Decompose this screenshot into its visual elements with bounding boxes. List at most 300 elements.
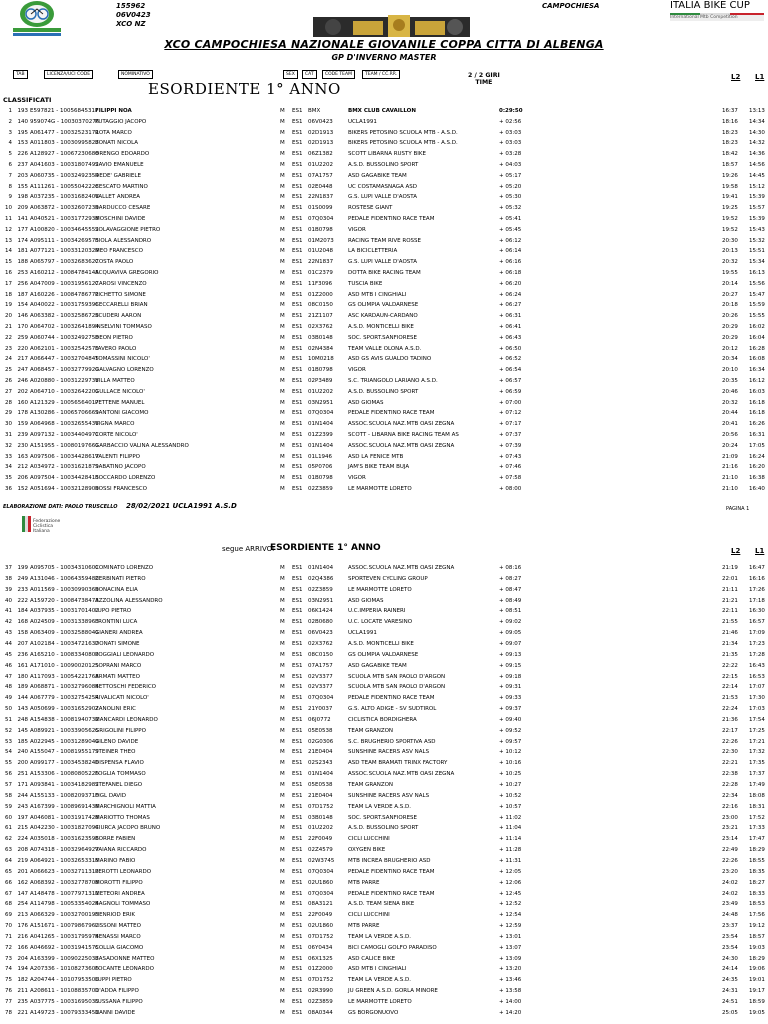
result-row	[0, 726, 768, 736]
position: 35	[5, 475, 12, 482]
rider-name: HENRIOD ERIK	[95, 912, 136, 919]
bib-number: 182	[17, 977, 28, 984]
lap2-time: 19:25	[722, 205, 738, 212]
team-name: A.S.D. BUSSOLINO SPORT	[348, 162, 419, 168]
license: A148478 - 10077971311	[30, 890, 99, 897]
lap2-time: 21:46	[722, 630, 738, 637]
position: 54	[5, 749, 12, 756]
team-name: ASD CALICE BIKE	[348, 955, 396, 962]
team-name: SUNSHINE RACERS ASV NALS	[348, 749, 430, 756]
bib-number: 254	[17, 901, 28, 908]
gap-time: + 09:52	[499, 727, 522, 734]
team-code: 02G0306	[308, 738, 334, 745]
team-name: VIGOR	[348, 367, 366, 374]
team-name: RACING TEAM RIVE ROSSE	[348, 237, 421, 244]
gap-time: + 07:37	[499, 432, 522, 438]
team-code: 06Z1382	[308, 151, 333, 158]
position: 24	[5, 356, 12, 363]
lap1-time: 19:17	[749, 988, 765, 995]
position: 63	[5, 847, 12, 854]
race-title: XCO CAMPOCHIESA NAZIONALE GIOVANILE COPPA CITTA DI ALBENGA	[164, 38, 604, 51]
result-row	[0, 398, 768, 408]
category: ES1	[292, 356, 303, 363]
lap2-time: 21:55	[722, 619, 738, 626]
team-code: 02Z3859	[308, 999, 333, 1005]
lap1-time: 18:59	[749, 999, 765, 1005]
team-name: ROSTESE GIANT	[348, 205, 393, 212]
team-code: 06J0772	[308, 716, 331, 723]
team-name: ASD GS AVIS GUALDO TADINO	[348, 356, 432, 363]
team-code: 02W3745	[308, 857, 335, 864]
category: ES1	[292, 226, 303, 233]
lap2-time: 22:01	[722, 575, 738, 582]
category: ES1	[292, 944, 303, 951]
gap-time: + 03:03	[499, 140, 522, 147]
category: ES1	[292, 760, 303, 767]
license: A068457 - 10032779920	[30, 367, 99, 374]
team-code: 03B0148	[308, 334, 333, 341]
team-code: 08A3121	[308, 901, 333, 908]
team-name: G.S. ALTO ADIGE - SV SUDTIROL	[348, 706, 437, 713]
category: ES1	[292, 901, 303, 908]
rider-name: MOSCHINI DAVIDE	[95, 216, 146, 222]
lap2-time: 19:58	[722, 183, 738, 190]
position: 39	[5, 586, 12, 593]
position: 75	[5, 977, 12, 984]
team-name: OXYGEN BIKE	[348, 847, 386, 854]
team-name: ASSOC.SCUOLA NAZ.MTB OASI ZEGNA	[348, 771, 455, 778]
sex: M	[280, 760, 285, 767]
lap1-time: 16:47	[749, 565, 765, 571]
sex: M	[280, 565, 285, 571]
gap-time: + 05:45	[499, 226, 522, 233]
category: ES1	[292, 836, 303, 843]
sex: M	[280, 226, 285, 233]
bib-number: 141	[17, 216, 28, 222]
lap1-time: 19:01	[749, 977, 765, 984]
fci-logo	[21, 515, 65, 541]
team-code: 02Z3859	[308, 486, 333, 492]
result-row	[0, 780, 768, 790]
team-code: 02Q4386	[308, 575, 334, 582]
lap2-time: 20:29	[722, 324, 738, 330]
lap1-time: 15:47	[749, 291, 765, 298]
lap1-time: 15:34	[749, 259, 765, 266]
team-name: JU GREEN A.S.D. GORLA MINORE	[348, 988, 438, 995]
lap2-time: 18:23	[722, 129, 738, 136]
category: ES1	[292, 388, 303, 395]
sex: M	[280, 442, 285, 449]
bib-number: 233	[17, 586, 28, 593]
category: ES1	[292, 565, 303, 571]
team-name: SCOTT - LIBARNA BIKE RACING TEAM AS	[348, 432, 459, 438]
team-code: 21E0404	[308, 792, 333, 799]
sex: M	[280, 334, 285, 341]
category: ES1	[292, 118, 303, 125]
result-row	[0, 354, 768, 364]
license: A207336 - 10108273606	[30, 966, 99, 973]
bib-number: 239	[17, 432, 28, 438]
position: 52	[5, 727, 12, 734]
gap-time: + 12:06	[499, 879, 522, 886]
gap-time: + 13:09	[499, 955, 522, 962]
position: 29	[5, 410, 12, 417]
result-row	[0, 932, 768, 942]
lap1-time: 19:03	[749, 944, 765, 951]
category: ES1	[292, 933, 303, 940]
category: ES1	[292, 825, 303, 832]
sex: M	[280, 302, 285, 309]
sex: M	[280, 847, 285, 854]
license: A093841 - 10034182982	[30, 782, 99, 788]
team-code: 07Q0304	[308, 868, 334, 875]
position: 6	[8, 162, 12, 168]
gap-time: + 06:54	[499, 367, 522, 374]
license: A128927 - 10067230688	[30, 151, 99, 158]
lap2-time: 24:35	[722, 977, 738, 984]
bib-number: 203	[17, 172, 28, 179]
team-name: CICLI LUCCHINI	[348, 836, 390, 843]
bib-number: 140	[17, 118, 28, 125]
rider-name: VALLET ANDREA	[95, 194, 141, 201]
rider-name: PETTENE MANUEL	[95, 399, 145, 406]
result-row	[0, 192, 768, 202]
bib-number: 159	[17, 421, 28, 428]
gap-time: + 06:20	[499, 280, 522, 287]
position: 4	[8, 140, 12, 147]
category: ES1	[292, 868, 303, 875]
rider-name: DONATI SIMONE	[95, 640, 140, 647]
team-code: BMX	[308, 108, 321, 114]
license: A102184 - 10034721637	[30, 640, 99, 647]
lap2-time: 20:14	[722, 280, 738, 287]
gap-time: + 13:20	[499, 966, 522, 973]
lap1-time: 18:35	[749, 868, 765, 875]
rider-name: ACQUAVIVA GREGORIO	[95, 270, 159, 276]
lap2-time: 20:30	[722, 237, 738, 244]
license: A046692 - 10031941575	[30, 944, 99, 951]
sex: M	[280, 486, 285, 492]
category: ES1	[292, 486, 303, 492]
sex: M	[280, 205, 285, 212]
team-code: 01S0099	[308, 205, 333, 212]
position: 71	[5, 933, 12, 940]
sex: M	[280, 782, 285, 788]
bib-number: 160	[17, 399, 28, 406]
team-name: TEAM GRANZON	[348, 727, 394, 734]
lap2-time: 19:26	[722, 172, 738, 179]
team-name: ASD MTB I CINGHIALI	[348, 966, 407, 973]
category: ES1	[292, 608, 303, 615]
position: 66	[5, 879, 12, 886]
bib-number: 171	[17, 782, 28, 788]
col-sex: SEX	[283, 70, 298, 79]
team-name: MTB PARRE	[348, 923, 380, 930]
lap1-time: 16:40	[749, 486, 765, 492]
gap-time: + 08:47	[499, 586, 522, 593]
team-name: S.C. BRUGHERIO SPORTIVA ASD	[348, 738, 436, 745]
result-row	[0, 715, 768, 725]
team-name: ASD GAGABIKE TEAM	[348, 662, 407, 669]
license: A040521 - 10031772938	[30, 216, 99, 222]
bib-number: 162	[17, 879, 28, 886]
license: A011803 - 10030995827	[30, 140, 99, 147]
rider-name: BOSSI FRANCESCO	[95, 486, 147, 492]
sex: M	[280, 619, 285, 626]
team-name: JAM'S BIKE TEAM BUJA	[348, 464, 410, 471]
lap2-time: 21:10	[722, 486, 738, 492]
result-row	[0, 311, 768, 321]
result-row	[0, 408, 768, 418]
sex: M	[280, 388, 285, 395]
category: ES1	[292, 183, 303, 190]
category: ES1	[292, 270, 303, 276]
team-code: 01U2202	[308, 388, 334, 395]
category: ES1	[292, 988, 303, 995]
trophy-banner-image	[313, 13, 470, 37]
bib-number: 152	[17, 486, 28, 492]
lap2-time: 22:16	[722, 803, 738, 810]
lap2-time: 21:09	[722, 453, 738, 460]
lap1-time: 18:53	[749, 901, 765, 908]
lap1-time: 15:43	[749, 226, 765, 233]
team-code: 06V0423	[308, 630, 333, 637]
lap2-time: 22:49	[722, 847, 738, 854]
license: A063382 - 10032586728	[30, 313, 99, 320]
gap-time: + 05:41	[499, 216, 522, 222]
rider-name: ARMATI MATTEO	[95, 673, 140, 680]
bib-number: 209	[17, 205, 28, 212]
license: A064968 - 10032655436	[30, 421, 99, 428]
bib-number: 259	[17, 334, 28, 341]
category: ES1	[292, 966, 303, 973]
position: 34	[5, 464, 12, 471]
license: A121329 - 10056564017	[30, 399, 99, 406]
team-name: PEDALE FIDENTINO RACE TEAM	[348, 890, 435, 897]
lap1-time: 16:20	[749, 464, 765, 471]
lap2-time: 20:35	[722, 378, 738, 384]
gap-time: + 03:28	[499, 151, 522, 158]
rider-name: DEDE' GABRIELE	[95, 172, 141, 179]
position: 73	[5, 955, 12, 962]
result-row	[0, 452, 768, 462]
date-and-club: 28/02/2021 UCLA1991 A.S.D	[126, 502, 237, 510]
sex: M	[280, 280, 285, 287]
category: ES1	[292, 151, 303, 158]
category: ES1	[292, 651, 303, 658]
team-code: 07D1752	[308, 977, 334, 984]
lap1-time: 17:37	[749, 771, 765, 778]
team-code: 01B0798	[308, 367, 333, 374]
lap1-time: 14:56	[749, 162, 765, 168]
team-code: 21Y0037	[308, 706, 333, 713]
category: ES1	[292, 259, 303, 266]
rider-name: FOGLIA TOMMASO	[95, 771, 146, 778]
category: ES1	[292, 977, 303, 984]
sex: M	[280, 129, 285, 136]
position: 15	[5, 259, 12, 266]
gap-time: + 06:14	[499, 248, 522, 255]
lap2-time: 21:53	[722, 695, 738, 702]
rider-name: PUTAGGIO JACOPO	[95, 118, 147, 125]
lap2-time: 20:46	[722, 388, 738, 395]
gap-time: + 08:27	[499, 575, 522, 582]
result-row	[0, 672, 768, 682]
bib-number: 181	[17, 248, 28, 255]
rider-name: CAROSI VINCENZO	[95, 280, 147, 287]
team-code: 02X3762	[308, 324, 333, 330]
lap2-time: 23:21	[722, 825, 738, 832]
bib-number: 240	[17, 749, 28, 756]
category: ES1	[292, 890, 303, 897]
lap2-time: 20:29	[722, 334, 738, 341]
lap1-time: 17:21	[749, 738, 765, 745]
gap-time: + 13:01	[499, 933, 522, 940]
gap-time: + 13:46	[499, 977, 522, 984]
category: ES1	[292, 421, 303, 428]
gap-time: + 09:33	[499, 695, 522, 702]
sex: M	[280, 673, 285, 680]
team-code: 06K1424	[308, 608, 333, 615]
lap2-time: 23:37	[722, 923, 738, 930]
category: ES1	[292, 814, 303, 821]
result-row	[0, 117, 768, 127]
bib-number: 143	[17, 706, 28, 713]
result-row	[0, 910, 768, 920]
lap1-time: 16:34	[749, 367, 765, 374]
category: ES1	[292, 129, 303, 136]
rider-name: SOPRANI MARCO	[95, 662, 142, 669]
bib-number: 215	[17, 825, 28, 832]
team-code: 02U1860	[308, 923, 334, 930]
bib-number: 216	[17, 933, 28, 940]
team-name: PEDALE FIDENTINO RACE TEAM	[348, 695, 435, 702]
event-location: CAMPOCHIESA	[542, 2, 600, 10]
lap2-time: 24:14	[722, 966, 738, 973]
license: A035018 - 10031623596	[30, 836, 99, 843]
license: A153306 - 10080805226	[30, 771, 99, 778]
gap-time: + 09:31	[499, 684, 522, 691]
lap2-time: 24:02	[722, 890, 738, 897]
sex: M	[280, 1009, 285, 1016]
result-row	[0, 214, 768, 224]
team-name: CICLI LUCCHINI	[348, 912, 390, 919]
bib-number: 243	[17, 803, 28, 810]
gap-time: + 07:12	[499, 410, 522, 417]
result-row	[0, 419, 768, 429]
team-code: 02D1913	[308, 129, 334, 136]
license: A022945 - 10031289049	[30, 738, 99, 745]
license: A041603 - 10031807492	[30, 162, 99, 168]
lap2-time: 25:05	[722, 1009, 738, 1016]
position: 57	[5, 782, 12, 788]
gap-time: + 10:12	[499, 749, 522, 756]
position: 18	[5, 291, 12, 298]
gap-time: + 06:24	[499, 291, 522, 298]
sex: M	[280, 706, 285, 713]
team-code: 08A0344	[308, 1009, 333, 1016]
category: ES1	[292, 324, 303, 330]
license: A066447 - 10032704845	[30, 356, 99, 363]
bib-number: 202	[17, 388, 28, 395]
license: A064921 - 10032653315	[30, 857, 99, 864]
position: 50	[5, 706, 12, 713]
rider-name: CESCATO MARTINO	[95, 183, 148, 190]
gap-time: + 09:57	[499, 738, 522, 745]
gap-time: + 06:43	[499, 334, 522, 341]
bib-number: 247	[17, 367, 28, 374]
team-name: TEAM LA VERDE A.S.D.	[348, 933, 411, 940]
rider-name: FOCANTE LEONARDO	[95, 966, 154, 973]
license: A154838 - 10081940732	[30, 716, 99, 723]
bib-number: 194	[17, 966, 28, 973]
rider-name: VALENTI FILIPPO	[95, 453, 140, 460]
license: A155133 - 10082093710	[30, 792, 99, 799]
gap-time: + 09:40	[499, 716, 522, 723]
bib-number: 236	[17, 651, 28, 658]
team-code: 06V0423	[308, 118, 333, 125]
gap-time: + 11:28	[499, 847, 522, 854]
col-l1: L1	[755, 73, 765, 81]
position: 3	[8, 129, 12, 136]
result-row	[0, 639, 768, 649]
gap-time: + 11:02	[499, 814, 522, 821]
rider-name: ZANOLINI ERIC	[95, 706, 136, 713]
position: 69	[5, 912, 12, 919]
team-name: CICLISTICA BORDIGHERA	[348, 716, 417, 723]
sex: M	[280, 345, 285, 352]
bib-number: 221	[17, 1009, 28, 1016]
rider-name: BOCCARDO LORENZO	[95, 475, 156, 482]
col-l2: L2	[731, 73, 741, 81]
team-code: 02X3762	[308, 640, 333, 647]
position: 70	[5, 923, 12, 930]
license: A167399 - 10089691436	[30, 803, 99, 810]
lap2-time: 20:27	[722, 291, 738, 298]
result-row	[0, 290, 768, 300]
result-row	[0, 138, 768, 148]
team-code: 07Q0304	[308, 695, 334, 702]
category: ES1	[292, 280, 303, 287]
bib-number: 197	[17, 814, 28, 821]
lap1-time: 16:18	[749, 410, 765, 417]
category: ES1	[292, 619, 303, 626]
license: A074318 - 10032964927	[30, 847, 99, 854]
continued-label: segue ARRIVO:	[222, 545, 275, 553]
position: 28	[5, 399, 12, 406]
sex: M	[280, 825, 285, 832]
team-name: BMX CLUB CAVAILLON	[348, 108, 416, 114]
gap-time: + 07:58	[499, 475, 522, 482]
team-code: 05E0538	[308, 727, 333, 734]
team-name: UC COSTAMASNAGA ASD	[348, 183, 418, 190]
sex: M	[280, 684, 285, 691]
license: A097506 - 10034428617	[30, 453, 99, 460]
sex: M	[280, 432, 285, 438]
lap2-time: 22:21	[722, 760, 738, 767]
team-code: 07A1757	[308, 662, 333, 669]
team-code: 02V3377	[308, 684, 333, 691]
sex: M	[280, 475, 285, 482]
lap1-time: 14:45	[749, 172, 765, 179]
lap1-time: 18:29	[749, 955, 765, 962]
position: 49	[5, 695, 12, 702]
lap2-time: 22:14	[722, 684, 738, 691]
result-row	[0, 791, 768, 801]
col-license: LICENZA/UCI CODE	[44, 70, 93, 79]
bib-number: 146	[17, 313, 28, 320]
team-name: G.S. LUPI VALLE D'AOSTA	[348, 259, 417, 266]
